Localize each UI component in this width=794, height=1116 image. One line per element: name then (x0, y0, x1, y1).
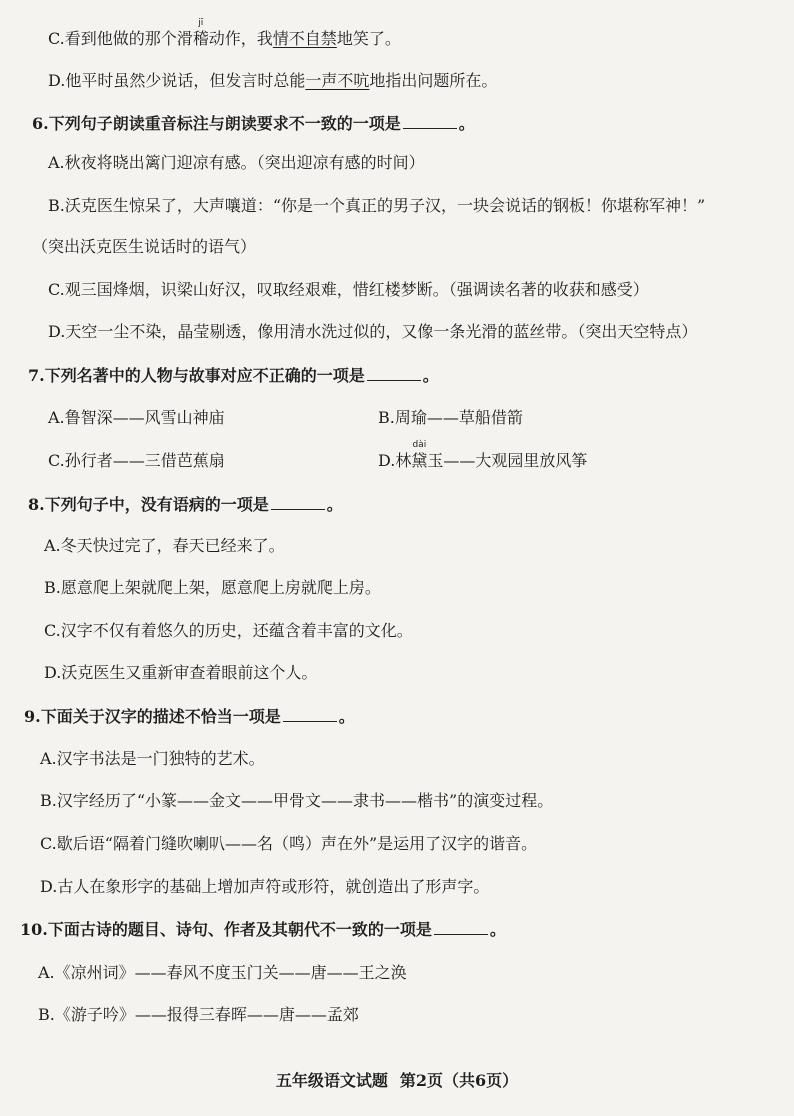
option-b: B.汉字经历了“小篆——金文——甲骨文——隶书——楷书”的演变过程。 (40, 791, 554, 810)
question-text: 9.下面关于汉字的描述不恰当一项是 (24, 707, 281, 726)
answer-blank[interactable] (403, 112, 457, 129)
option-a: A.秋夜将晓出篱门迎凉有感。（突出迎凉有感的时间） (48, 153, 425, 172)
question-end: 。 (326, 495, 343, 514)
option-b: B.愿意爬上架就爬上架，愿意爬上房就爬上房。 (44, 578, 381, 597)
answer-blank[interactable] (367, 364, 421, 381)
pinyin-annotation (192, 18, 209, 50)
question-end: 。 (489, 920, 506, 939)
page-footer (0, 1068, 794, 1091)
pinyin-text: jī (198, 18, 204, 28)
option-a: A.《凉州词》——春风不度玉门关——唐——王之涣 (38, 963, 407, 982)
underlined-phrase: 一声不吭 (305, 71, 370, 90)
question-8 (28, 493, 343, 516)
question-end: 。 (338, 707, 355, 726)
question-text: 10.下面古诗的题目、诗句、作者及其朝代不一致的一项是 (20, 920, 432, 939)
option-d: D.沃克医生又重新审查着眼前这个人。 (44, 663, 318, 682)
option-text: C.看到他做的那个滑 (48, 29, 193, 48)
answer-blank[interactable] (283, 705, 337, 722)
option-d: D.古人在象形字的基础上增加声符或形符，就创造出了形声字。 (40, 877, 490, 896)
option-text: 玉——大观园里放风筝 (427, 451, 588, 470)
option-line (48, 70, 497, 92)
pinyin-text: dài (412, 440, 427, 450)
option-text: 地指出问题所在。 (369, 71, 498, 90)
option-text: 地笑了。 (336, 29, 401, 48)
answer-blank[interactable] (434, 918, 488, 935)
annotated-char: 黛 (411, 451, 428, 470)
option-a: A.汉字书法是一门独特的艺术。 (40, 749, 265, 768)
option-b: B.《游子吟》——报得三春晖——唐——孟郊 (38, 1005, 359, 1024)
question-end: 。 (422, 366, 439, 385)
underlined-phrase: 情不自禁 (272, 29, 337, 48)
answer-blank[interactable] (271, 493, 325, 510)
question-end: 。 (458, 114, 475, 133)
option-text: 动作，我 (208, 29, 273, 48)
option-d (378, 440, 588, 472)
option-line (48, 18, 401, 50)
footer-subject: 五年级语文试题 (275, 1071, 388, 1090)
option-c: C.孙行者——三借芭蕉扇 (48, 451, 225, 470)
annotated-char: 稽 (192, 29, 209, 48)
option-c: C.观三国烽烟，识梁山好汉，叹取经艰难，惜红楼梦断。（强调读名著的收获和感受） (48, 280, 649, 299)
question-text: 7.下列名著中的人物与故事对应不正确的一项是 (28, 366, 365, 385)
footer-page-number: 第2页（共6页） (399, 1071, 519, 1090)
option-text: D.林 (378, 451, 412, 470)
question-10 (20, 918, 506, 941)
option-a: A.冬天快过完了，春天已经来了。 (44, 536, 285, 555)
question-7 (28, 364, 439, 387)
option-d: D.天空一尘不染，晶莹剔透，像用清水洗过似的，又像一条光滑的蓝丝带。（突出天空特点） (48, 322, 698, 341)
question-text: 6.下列句子朗读重音标注与朗读要求不一致的一项是 (32, 114, 401, 133)
option-b-note: （突出沃克医生说话时的语气） (32, 237, 257, 256)
option-b: B.沃克医生惊呆了，大声嚷道：“你是一个真正的男子汉，一块会说话的钢板！你堪称军神！” (48, 196, 706, 215)
option-a: A.鲁智深——风雪山神庙 (48, 408, 225, 427)
question-text: 8.下列句子中，没有语病的一项是 (28, 495, 269, 514)
question-6 (32, 112, 475, 135)
question-9 (24, 705, 355, 728)
option-b: B.周瑜——草船借箭 (378, 408, 523, 427)
pinyin-annotation (411, 440, 428, 472)
option-c: C.汉字不仅有着悠久的历史，还蕴含着丰富的文化。 (44, 621, 413, 640)
option-c: C.歇后语“隔着门缝吹喇叭——名（鸣）声在外”是运用了汉字的谐音。 (40, 834, 538, 853)
option-text: D.他平时虽然少说话，但发言时总能 (48, 71, 306, 90)
